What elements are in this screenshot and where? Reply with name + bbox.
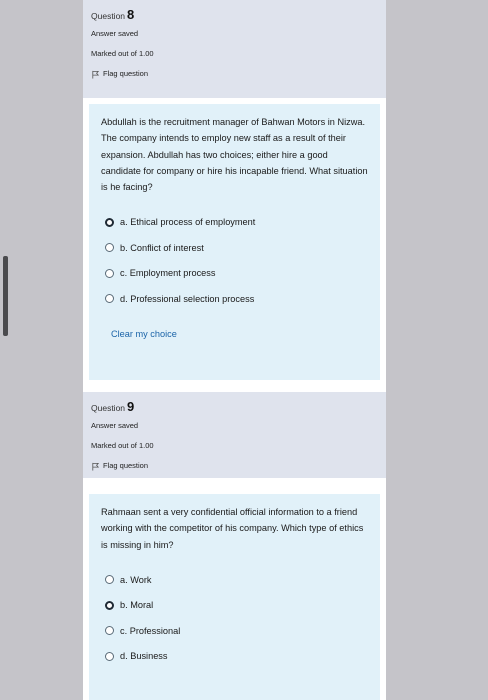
answer-option[interactable] [101, 618, 368, 644]
answer-status: Answer saved [91, 421, 139, 430]
flag-icon [91, 70, 100, 79]
radio-unchecked-icon[interactable] [105, 294, 114, 303]
radio-unchecked-icon[interactable] [105, 575, 114, 584]
question-8-formulation [89, 104, 380, 380]
answer-option[interactable] [101, 643, 368, 669]
radio-unchecked-icon[interactable] [105, 269, 114, 278]
radio-checked-icon[interactable] [105, 601, 114, 610]
question-8-info [83, 0, 386, 98]
answer-option-label: a. Ethical process of employment [120, 217, 256, 228]
answer-status: Answer saved [91, 29, 139, 38]
quiz-page [83, 0, 386, 700]
question-number-value: 9 [127, 399, 135, 414]
answer-option-label: a. Work [120, 574, 152, 585]
question-number [91, 398, 378, 416]
question-text: Abdullah is the recruitment manager of Bahwan Motors in Nizwa. The company intends to employ new staff as a result of their expansion. Abdullah has two choices; either hire a good candidate for company or hire his incapable friend. What situation is he facing? [101, 117, 368, 193]
answer-option-label: c. Professional [120, 625, 181, 636]
answer-option-label: d. Business [120, 651, 168, 662]
radio-checked-icon[interactable] [105, 218, 114, 227]
radio-unchecked-icon[interactable] [105, 243, 114, 252]
answer-options [101, 209, 368, 311]
question-number [91, 6, 378, 24]
answer-options [101, 567, 368, 669]
answer-option-label: c. Employment process [120, 268, 216, 279]
marks-info: Marked out of 1.00 [91, 49, 154, 58]
question-number-value: 8 [127, 7, 135, 22]
radio-unchecked-icon[interactable] [105, 652, 114, 661]
answer-option-label: b. Conflict of interest [120, 242, 204, 253]
answer-option[interactable] [101, 592, 368, 618]
question-9-formulation [89, 494, 380, 700]
question-label: Question [91, 11, 126, 21]
question-text: Rahmaan sent a very confidential official information to a friend working with the competitor of his company. Which type of ethics is missing in him? [101, 507, 364, 550]
flag-label: Flag question [103, 461, 149, 470]
clear-choice-link[interactable]: Clear my choice [111, 329, 177, 340]
question-label: Question [91, 403, 126, 413]
scrollbar-handle[interactable] [3, 256, 8, 336]
answer-option-label: b. Moral [120, 600, 154, 611]
flag-question-link[interactable] [91, 64, 378, 84]
answer-option[interactable] [101, 209, 368, 235]
question-9-info [83, 392, 386, 478]
flag-question-link[interactable] [91, 456, 378, 476]
answer-option[interactable] [101, 286, 368, 312]
flag-label: Flag question [103, 69, 149, 78]
flag-icon [91, 462, 100, 471]
answer-option-label: d. Professional selection process [120, 293, 255, 304]
answer-option[interactable] [101, 235, 368, 261]
marks-info: Marked out of 1.00 [91, 441, 154, 450]
radio-unchecked-icon[interactable] [105, 626, 114, 635]
answer-option[interactable] [101, 260, 368, 286]
answer-option[interactable] [101, 567, 368, 593]
